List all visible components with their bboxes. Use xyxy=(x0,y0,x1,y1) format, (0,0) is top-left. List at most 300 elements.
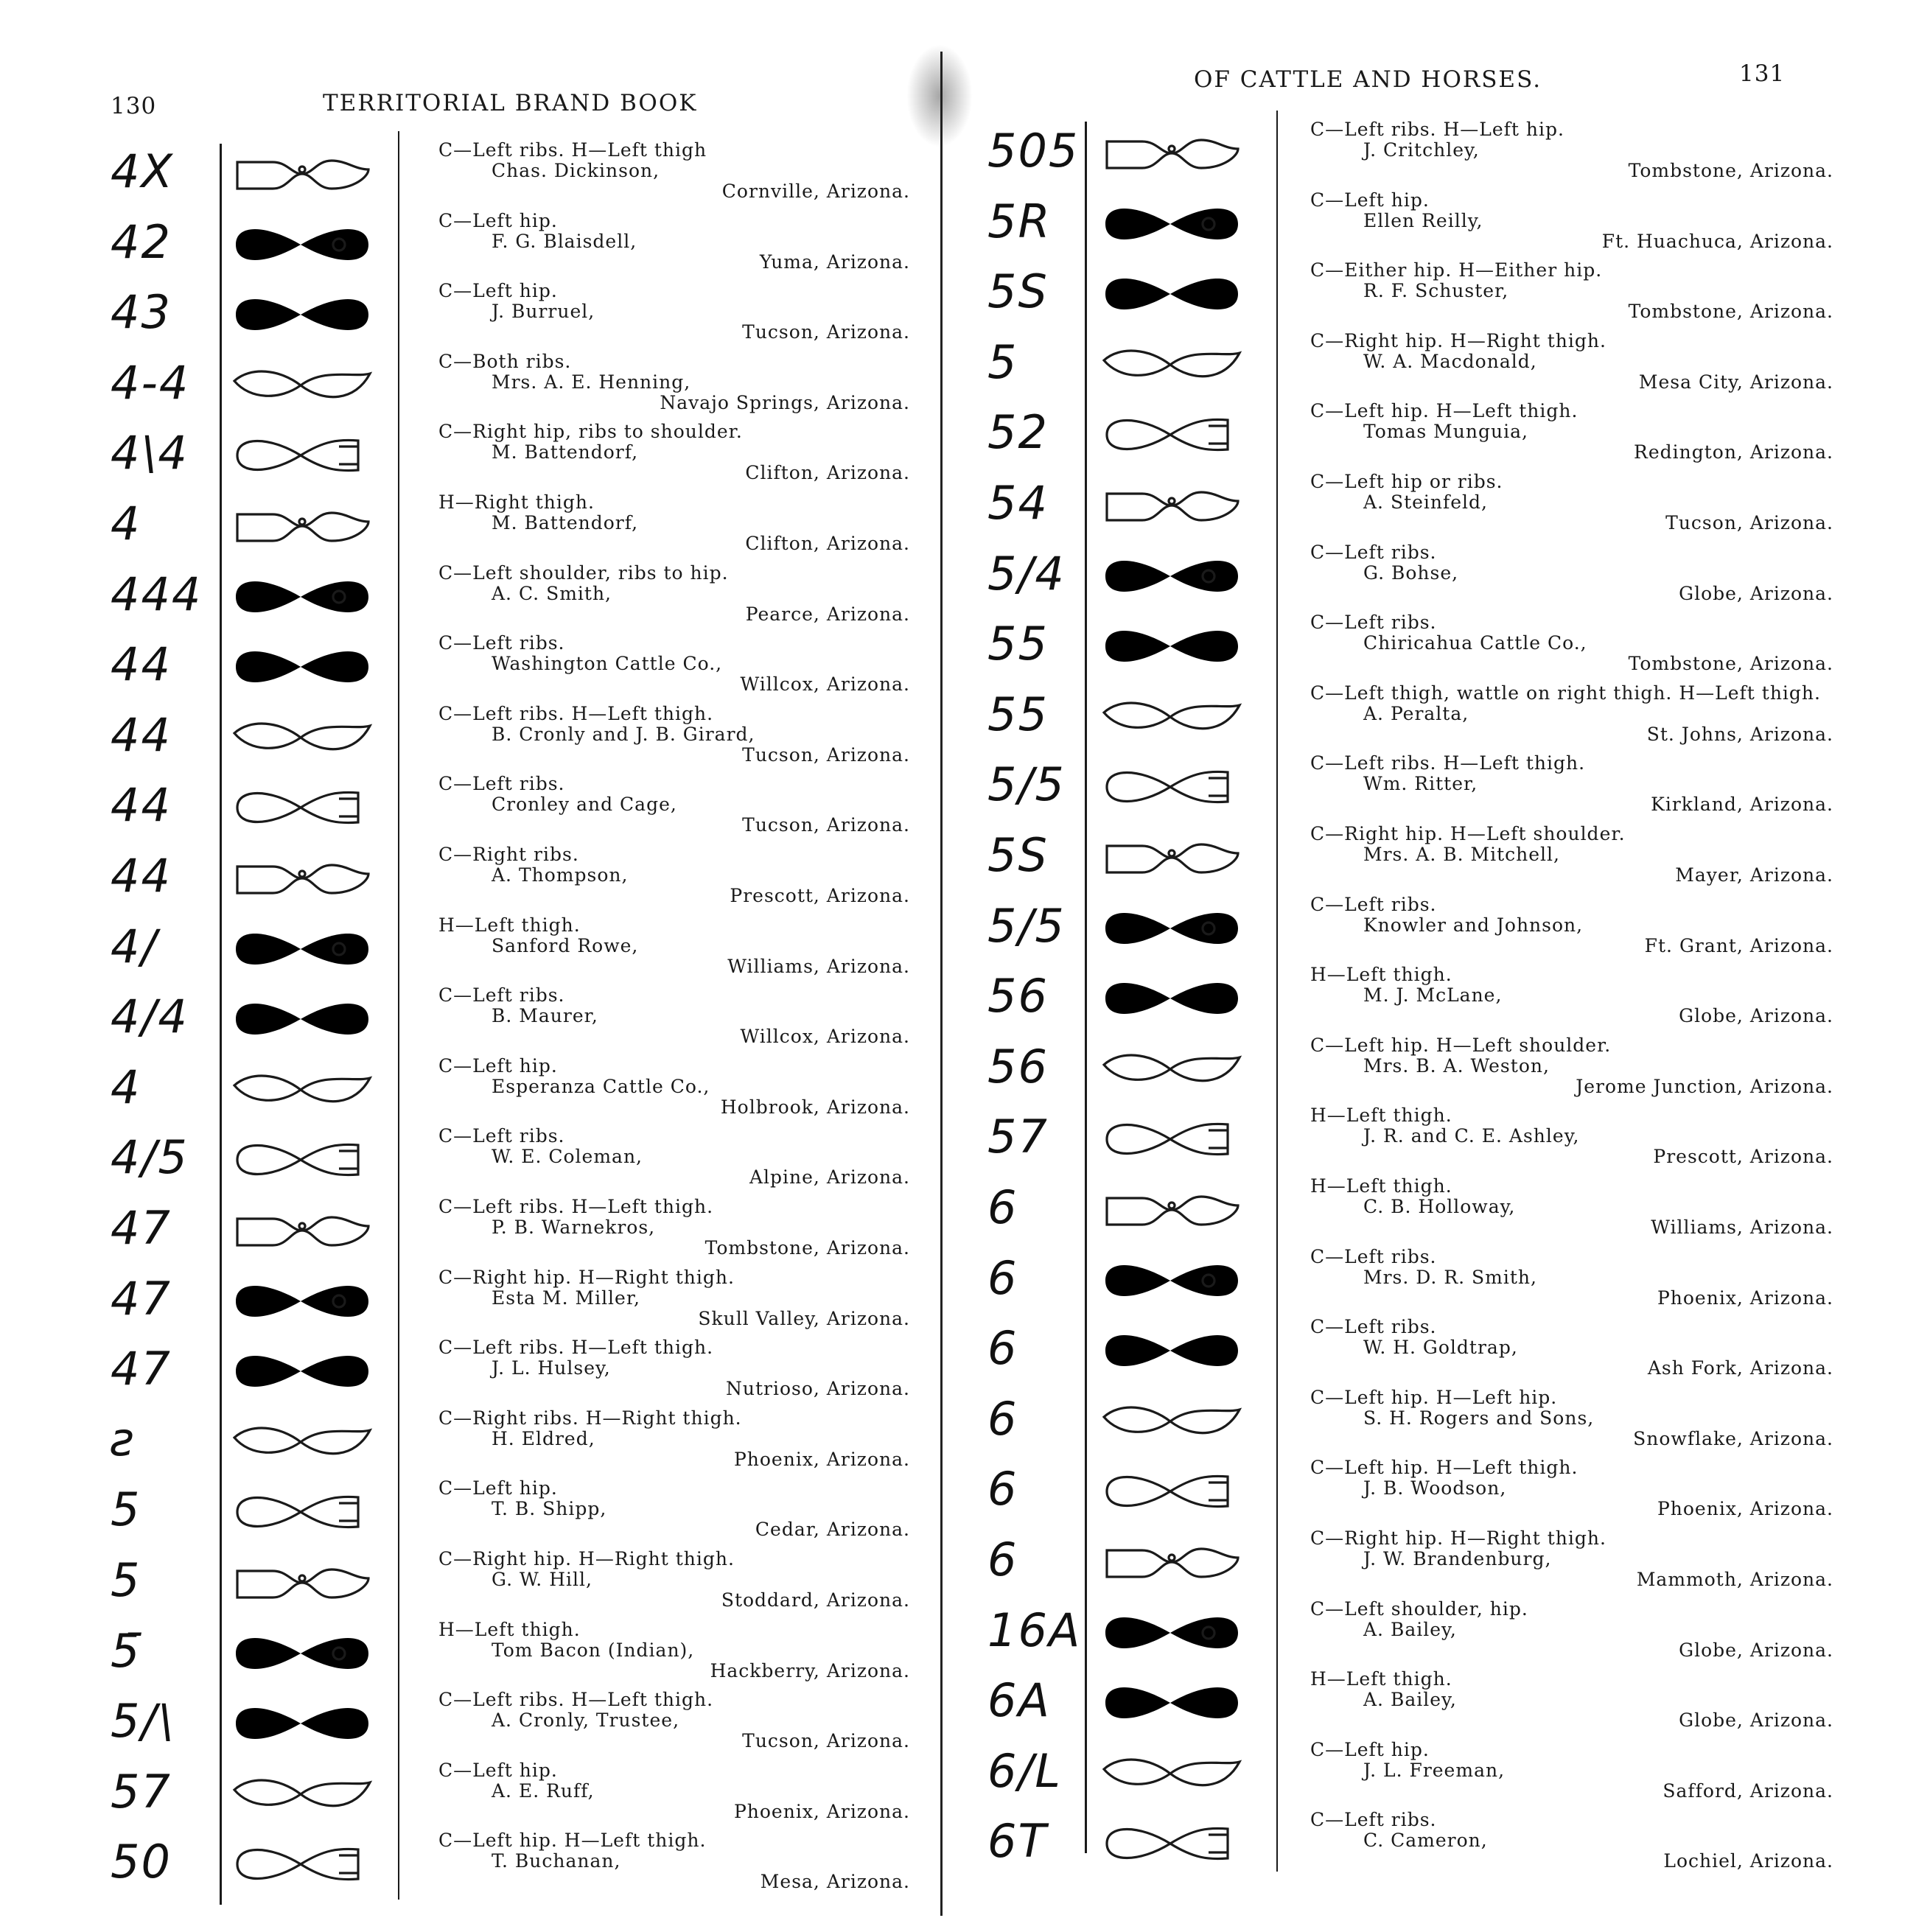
brand-entry-text xyxy=(438,1690,910,1751)
owner-name: G. Bohse, xyxy=(1363,561,1459,584)
owner-place: Mayer, Arizona. xyxy=(1675,864,1833,886)
brand-number: 5/\ xyxy=(111,1694,175,1749)
brand-entry xyxy=(103,351,921,422)
brand-number: 5R xyxy=(987,194,1052,248)
brand-entry xyxy=(980,965,1857,1035)
brand-mark-icon xyxy=(1098,1606,1245,1659)
owner-name: C. B. Holloway, xyxy=(1363,1196,1516,1217)
owner-place: Cornville, Arizona. xyxy=(721,181,910,202)
brand-entry xyxy=(103,1830,921,1901)
brand-entry-text xyxy=(438,140,910,202)
brand-entry xyxy=(103,211,921,281)
brand-entry xyxy=(980,1387,1857,1458)
running-head: OF CATTLE AND HORSES. xyxy=(1194,66,1542,93)
brand-mark-drawing xyxy=(1098,550,1245,603)
brand-mark-icon xyxy=(1098,408,1245,461)
owner-name: W. H. Goldtrap, xyxy=(1363,1337,1518,1359)
brand-mark-icon xyxy=(228,570,376,623)
brand-entry-text xyxy=(438,492,910,554)
owner-place: Globe, Arizona. xyxy=(1679,582,1833,604)
owner-name: J. B. Woodson, xyxy=(1363,1477,1507,1499)
brand-entry xyxy=(980,331,1857,402)
brand-mark-drawing xyxy=(1098,972,1245,1025)
owner-name: Cronley and Cage, xyxy=(492,794,677,816)
brand-entry xyxy=(980,1740,1857,1810)
brand-number: 47 xyxy=(111,1342,172,1396)
brand-mark-icon xyxy=(228,1415,376,1469)
brand-location: C—Left ribs. xyxy=(1310,893,1437,915)
brand-number: 6 xyxy=(987,1391,1018,1446)
brand-mark-drawing xyxy=(1098,1676,1245,1729)
brand-entry-text xyxy=(438,704,910,766)
brand-mark-icon xyxy=(228,1063,376,1116)
brand-mark-icon xyxy=(1098,127,1245,180)
brand-number: 5̄ xyxy=(111,1623,141,1678)
brand-mark-icon xyxy=(1098,197,1245,251)
brand-entry-text xyxy=(1310,542,1833,604)
brand-location: C—Left shoulder, ribs to hip. xyxy=(438,561,729,584)
owner-place: Tucson, Arizona. xyxy=(1665,512,1833,533)
brand-number: 5S xyxy=(987,265,1049,319)
owner-name: M. J. McLane, xyxy=(1363,984,1503,1007)
brand-entry-text xyxy=(1310,1035,1833,1097)
brand-mark-drawing xyxy=(1098,1043,1245,1096)
brand-mark-drawing xyxy=(228,359,376,412)
brand-mark-icon xyxy=(228,500,376,553)
brand-entry xyxy=(103,1267,921,1338)
owner-name: J. L. Hulsey, xyxy=(492,1357,611,1379)
brand-entry-text xyxy=(1310,1387,1833,1449)
owner-place: Mesa, Arizona. xyxy=(760,1871,910,1893)
owner-place: Nutrioso, Arizona. xyxy=(726,1378,910,1400)
brand-entry-text xyxy=(438,1408,910,1470)
brand-entry xyxy=(980,612,1857,683)
brand-mark-drawing xyxy=(228,1838,376,1891)
brand-mark-icon xyxy=(228,1768,376,1821)
brand-entry-text xyxy=(1310,1317,1833,1379)
brand-number: 4 xyxy=(111,1060,141,1114)
brand-location: C—Left hip or ribs. xyxy=(1310,471,1503,492)
owner-name: Wm. Ritter, xyxy=(1363,773,1478,795)
brand-entry xyxy=(980,119,1857,190)
brand-entry-text xyxy=(438,1478,910,1540)
owner-place: Yuma, Arizona. xyxy=(759,251,910,273)
brand-entry-text xyxy=(1310,965,1833,1026)
brand-entry-text xyxy=(1310,1457,1833,1519)
brand-mark-icon xyxy=(228,1697,376,1750)
brand-mark-icon xyxy=(228,1204,376,1257)
brand-location: C—Both ribs. xyxy=(438,350,572,372)
brand-entry-text xyxy=(438,633,910,695)
brand-location: C—Left ribs. H—Left thigh. xyxy=(438,1337,714,1359)
brand-number: 50 xyxy=(111,1835,172,1889)
brand-mark-icon xyxy=(228,147,376,200)
owner-name: Esperanza Cattle Co., xyxy=(492,1075,710,1097)
brand-mark-icon xyxy=(1098,479,1245,532)
brand-entry xyxy=(980,401,1857,472)
brand-mark-drawing xyxy=(228,640,376,693)
brand-mark-drawing xyxy=(228,1485,376,1539)
owner-place: Safford, Arizona. xyxy=(1662,1779,1833,1802)
brand-number: 47 xyxy=(111,1271,172,1326)
brand-mark-icon xyxy=(1098,972,1245,1025)
owner-name: Washington Cattle Co., xyxy=(492,653,723,675)
brand-mark-drawing xyxy=(1098,620,1245,673)
brand-mark-drawing xyxy=(228,781,376,834)
brand-entry-text xyxy=(438,1126,910,1188)
owner-place: Willcox, Arizona. xyxy=(740,673,910,696)
running-head: TERRITORIAL BRAND BOOK xyxy=(323,90,698,116)
brand-mark-drawing xyxy=(228,1415,376,1469)
brand-entry xyxy=(103,985,921,1056)
brand-mark-drawing xyxy=(1098,1395,1245,1448)
owner-place: Globe, Arizona. xyxy=(1679,1639,1833,1661)
brand-entry-text xyxy=(438,1549,910,1611)
brand-number: 56 xyxy=(987,1039,1049,1093)
brand-mark-drawing xyxy=(228,147,376,200)
brand-number: 6T xyxy=(987,1814,1048,1869)
brand-entry-text xyxy=(1310,260,1833,322)
owner-name: B. Maurer, xyxy=(492,1005,598,1027)
brand-entry xyxy=(980,1105,1857,1176)
brand-entry xyxy=(980,1528,1857,1599)
brand-mark-drawing xyxy=(1098,408,1245,461)
owner-place: Tombstone, Arizona. xyxy=(1628,301,1833,323)
owner-name: A. Cronly, Trustee, xyxy=(492,1709,680,1732)
brand-location: C—Left ribs. H—Left thigh xyxy=(438,139,707,161)
owner-place: Tombstone, Arizona. xyxy=(1628,653,1833,675)
brand-mark-drawing xyxy=(228,1768,376,1821)
page-number: 131 xyxy=(1739,60,1786,87)
brand-entry xyxy=(980,1035,1857,1106)
brand-mark-drawing xyxy=(228,1275,376,1328)
brand-entry xyxy=(980,683,1857,754)
owner-name: S. H. Rogers and Sons, xyxy=(1363,1407,1595,1429)
owner-name: A. E. Ruff, xyxy=(492,1779,595,1802)
brand-entry xyxy=(103,774,921,844)
brand-number: 43 xyxy=(111,285,172,340)
brand-mark-icon xyxy=(1098,1676,1245,1729)
owner-place: St. Johns, Arizona. xyxy=(1646,723,1833,745)
brand-number: 57 xyxy=(987,1110,1049,1164)
owner-name: Esta M. Miller, xyxy=(492,1287,640,1309)
brand-mark-icon xyxy=(1098,1817,1245,1870)
brand-mark-drawing xyxy=(228,1063,376,1116)
brand-entry-text xyxy=(438,281,910,343)
brand-mark-drawing xyxy=(228,711,376,764)
brand-location: C—Left ribs. xyxy=(1310,612,1437,634)
owner-name: A. Thompson, xyxy=(492,864,629,886)
brand-entry xyxy=(103,1197,921,1267)
brand-location: H—Left thigh. xyxy=(1310,1668,1452,1690)
brand-mark-drawing xyxy=(1098,197,1245,251)
brand-entry-text xyxy=(438,351,910,413)
brand-mark-icon xyxy=(1098,902,1245,955)
brand-number: 4/5 xyxy=(111,1130,189,1185)
brand-mark-drawing xyxy=(228,500,376,553)
brand-entry xyxy=(980,824,1857,895)
brand-location: H—Right thigh. xyxy=(438,491,595,513)
brand-mark-icon xyxy=(228,1838,376,1891)
owner-place: Globe, Arizona. xyxy=(1679,1005,1833,1027)
brand-entry xyxy=(103,1549,921,1620)
brand-number: 5 xyxy=(111,1553,141,1607)
brand-number: 44 xyxy=(111,637,172,692)
owner-place: Tucson, Arizona. xyxy=(742,321,910,343)
brand-mark-icon xyxy=(1098,831,1245,884)
brand-entry xyxy=(980,1599,1857,1670)
brand-location: C—Left hip. xyxy=(438,209,558,231)
brand-entry-text xyxy=(438,211,910,273)
brand-location: C—Left ribs. xyxy=(438,773,565,795)
brand-entry xyxy=(103,1337,921,1408)
brand-entry xyxy=(103,1478,921,1549)
brand-entry xyxy=(103,1126,921,1197)
owner-place: Tombstone, Arizona. xyxy=(704,1237,910,1259)
owner-name: G. W. Hill, xyxy=(492,1569,592,1590)
brand-location: C—Left hip. H—Left hip. xyxy=(1310,1386,1558,1408)
page-number: 130 xyxy=(111,93,157,119)
brand-location: C—Left ribs. xyxy=(438,984,565,1007)
brand-entry-text xyxy=(1310,1810,1833,1872)
owner-place: Alpine, Arizona. xyxy=(749,1166,910,1189)
brand-mark-drawing xyxy=(1098,479,1245,532)
owner-name: Chiricahua Cattle Co., xyxy=(1363,632,1587,654)
brand-mark-icon xyxy=(1098,1183,1245,1236)
brand-mark-icon xyxy=(228,1345,376,1398)
brand-entry xyxy=(980,1669,1857,1740)
owner-name: Mrs. A. B. Mitchell, xyxy=(1363,844,1560,865)
brand-mark-icon xyxy=(1098,690,1245,743)
brand-mark-icon xyxy=(1098,267,1245,321)
brand-entry-text xyxy=(1310,1669,1833,1731)
owner-name: M. Battendorf, xyxy=(492,512,639,533)
brand-location: C—Right hip. H—Right thigh. xyxy=(1310,329,1606,351)
brand-entry xyxy=(980,1457,1857,1528)
brand-mark-icon xyxy=(1098,620,1245,673)
brand-entry-text xyxy=(1310,190,1833,252)
brand-mark-icon xyxy=(228,218,376,271)
brand-entry xyxy=(980,472,1857,542)
owner-name: Tom Bacon (Indian), xyxy=(492,1639,695,1661)
brand-number: 44 xyxy=(111,707,172,762)
brand-mark-drawing xyxy=(228,1133,376,1186)
owner-name: J. W. Brandenburg, xyxy=(1363,1548,1552,1569)
brand-entry-text xyxy=(1310,1528,1833,1590)
brand-number: 4\4 xyxy=(111,426,189,480)
brand-entry xyxy=(103,1690,921,1760)
owner-place: Ft. Huachuca, Arizona. xyxy=(1601,230,1833,252)
brand-mark-drawing xyxy=(1098,1465,1245,1518)
brand-number: 6/L xyxy=(987,1743,1062,1798)
brand-mark-drawing xyxy=(228,218,376,271)
brand-location: C—Right hip, ribs to shoulder. xyxy=(438,421,743,443)
owner-name: Ellen Reilly, xyxy=(1363,209,1483,231)
brand-mark-icon xyxy=(1098,550,1245,603)
brand-mark-icon xyxy=(1098,1324,1245,1377)
brand-entry xyxy=(980,190,1857,261)
owner-place: Skull Valley, Arizona. xyxy=(698,1307,910,1329)
brand-entry-text xyxy=(438,1056,910,1118)
brand-entry xyxy=(103,563,921,634)
brand-mark-icon xyxy=(1098,1465,1245,1518)
brand-mark-drawing xyxy=(1098,831,1245,884)
brand-entry xyxy=(103,844,921,915)
brand-entry-text xyxy=(438,421,910,483)
brand-location: C—Left ribs. xyxy=(1310,1316,1437,1338)
brand-entry xyxy=(980,753,1857,824)
brand-number: 505 xyxy=(987,124,1080,178)
brand-entry xyxy=(980,1317,1857,1387)
brand-mark-icon xyxy=(228,1627,376,1680)
owner-place: Holbrook, Arizona. xyxy=(720,1096,910,1118)
brand-location: C—Left ribs. H—Left thigh. xyxy=(438,702,714,724)
brand-location: C—Left ribs. xyxy=(438,632,565,654)
brand-location: C—Left ribs. xyxy=(438,1125,565,1147)
brand-mark-drawing xyxy=(228,1556,376,1609)
brand-location: C—Left hip. xyxy=(438,280,558,302)
brand-entry-text xyxy=(1310,612,1833,674)
brand-location: C—Left hip. xyxy=(1310,189,1430,211)
brand-number: 55 xyxy=(987,687,1049,741)
brand-entry xyxy=(103,1620,921,1690)
owner-place: Navajo Springs, Arizona. xyxy=(660,391,910,413)
brand-mark-drawing xyxy=(1098,760,1245,813)
brand-mark-icon xyxy=(228,711,376,764)
brand-mark-drawing xyxy=(1098,690,1245,743)
brand-entry xyxy=(103,1056,921,1127)
brand-number: 6A xyxy=(987,1673,1051,1728)
brand-mark-icon xyxy=(1098,1536,1245,1589)
owner-name: H. Eldred, xyxy=(492,1427,595,1449)
owner-place: Williams, Arizona. xyxy=(727,955,910,977)
brand-entry xyxy=(103,140,921,211)
brand-mark-drawing xyxy=(1098,127,1245,180)
brand-location: C—Left hip. xyxy=(1310,1738,1430,1760)
brand-number: 44 xyxy=(111,849,172,903)
owner-name: T. B. Shipp, xyxy=(492,1498,607,1520)
brand-entry-text xyxy=(1310,401,1833,463)
brand-number: 444 xyxy=(111,567,203,621)
brand-location: C—Left shoulder, hip. xyxy=(1310,1597,1528,1620)
brand-entry-text xyxy=(1310,1176,1833,1238)
brand-mark-drawing xyxy=(1098,267,1245,321)
brand-number: 6 xyxy=(987,1250,1018,1305)
brand-entry xyxy=(103,492,921,563)
brand-mark-drawing xyxy=(228,993,376,1046)
brand-mark-icon xyxy=(1098,760,1245,813)
brand-entry-text xyxy=(1310,753,1833,815)
brand-entry xyxy=(980,1247,1857,1317)
owner-name: M. Battendorf, xyxy=(492,441,639,463)
brand-location: C—Left thigh, wattle on right thigh. H—Left thigh. xyxy=(1310,682,1821,704)
brand-number: 55 xyxy=(987,617,1049,671)
right-page xyxy=(958,0,1916,1932)
brand-location: H—Left thigh. xyxy=(438,914,581,936)
brand-mark-drawing xyxy=(1098,338,1245,391)
brand-mark-drawing xyxy=(1098,1324,1245,1377)
owner-name: Mrs. A. E. Henning, xyxy=(492,371,691,393)
owner-place: Tombstone, Arizona. xyxy=(1628,160,1833,181)
owner-name: A. Steinfeld, xyxy=(1363,491,1489,513)
owner-place: Phoenix, Arizona. xyxy=(733,1800,910,1822)
brand-location: C—Either hip. H—Either hip. xyxy=(1310,259,1603,281)
brand-mark-icon xyxy=(228,1485,376,1539)
brand-number: 5 xyxy=(111,1483,141,1537)
brand-mark-drawing xyxy=(228,923,376,976)
brand-mark-icon xyxy=(1098,1747,1245,1800)
owner-name: A. Bailey, xyxy=(1363,1618,1457,1640)
brand-entry xyxy=(980,1810,1857,1880)
brand-mark-icon xyxy=(228,429,376,482)
owner-place: Mesa City, Arizona. xyxy=(1638,371,1833,393)
brand-entry xyxy=(103,915,921,986)
brand-entry-text xyxy=(438,1830,910,1892)
brand-entry xyxy=(103,1408,921,1479)
owner-place: Kirkland, Arizona. xyxy=(1651,794,1833,816)
brand-number: 44 xyxy=(111,778,172,833)
brand-entry xyxy=(103,1760,921,1831)
brand-location: C—Left hip. xyxy=(438,1759,558,1781)
owner-name: Knowler and Johnson, xyxy=(1363,914,1584,936)
owner-place: Lochiel, Arizona. xyxy=(1663,1850,1833,1872)
brand-mark-icon xyxy=(228,359,376,412)
brand-mark-drawing xyxy=(228,1345,376,1398)
owner-name: F. G. Blaisdell, xyxy=(492,230,637,252)
brand-mark-icon xyxy=(228,781,376,834)
brand-number: 56 xyxy=(987,969,1049,1023)
owner-name: Tomas Munguia, xyxy=(1363,421,1528,443)
brand-location: C—Right ribs. H—Right thigh. xyxy=(438,1407,742,1429)
owner-place: Globe, Arizona. xyxy=(1679,1709,1833,1732)
owner-name: P. B. Warnekros, xyxy=(492,1217,656,1238)
brand-location: C—Left ribs. H—Left hip. xyxy=(1310,119,1564,140)
brand-location: C—Left hip. xyxy=(438,1477,558,1499)
brand-mark-drawing xyxy=(1098,1183,1245,1236)
brand-mark-drawing xyxy=(1098,902,1245,955)
brand-number: 4/4 xyxy=(111,990,189,1044)
brand-number: 4/ xyxy=(111,919,158,973)
owner-place: Pearce, Arizona. xyxy=(745,603,910,625)
owner-name: C. Cameron, xyxy=(1363,1830,1488,1852)
brand-mark-drawing xyxy=(1098,1113,1245,1166)
owner-name: Chas. Dickinson, xyxy=(492,160,660,181)
brand-entry xyxy=(980,542,1857,613)
brand-entry-text xyxy=(1310,472,1833,533)
brand-number: 5S xyxy=(987,828,1049,882)
brand-mark-icon xyxy=(228,993,376,1046)
brand-entry-text xyxy=(1310,331,1833,393)
brand-entry xyxy=(103,633,921,704)
brand-mark-icon xyxy=(228,923,376,976)
owner-place: Hackberry, Arizona. xyxy=(710,1659,910,1681)
owner-place: Ft. Grant, Arizona. xyxy=(1644,934,1833,956)
owner-place: Tucson, Arizona. xyxy=(742,1730,910,1752)
brand-number: 5/5 xyxy=(987,757,1066,812)
brand-entry-text xyxy=(438,844,910,906)
brand-number: 6 xyxy=(987,1462,1018,1516)
brand-location: C—Left hip. xyxy=(438,1054,558,1077)
brand-location: C—Left hip. H—Left shoulder. xyxy=(1310,1034,1612,1056)
owner-place: Stoddard, Arizona. xyxy=(721,1589,910,1611)
brand-entry xyxy=(980,260,1857,331)
brand-location: H—Left thigh. xyxy=(1310,1175,1452,1197)
brand-location: H—Left thigh. xyxy=(1310,964,1452,986)
brand-location: H—Left thigh. xyxy=(1310,1105,1452,1127)
brand-number: 6 xyxy=(987,1180,1018,1234)
brand-entry xyxy=(980,1176,1857,1247)
brand-mark-drawing xyxy=(228,1697,376,1750)
